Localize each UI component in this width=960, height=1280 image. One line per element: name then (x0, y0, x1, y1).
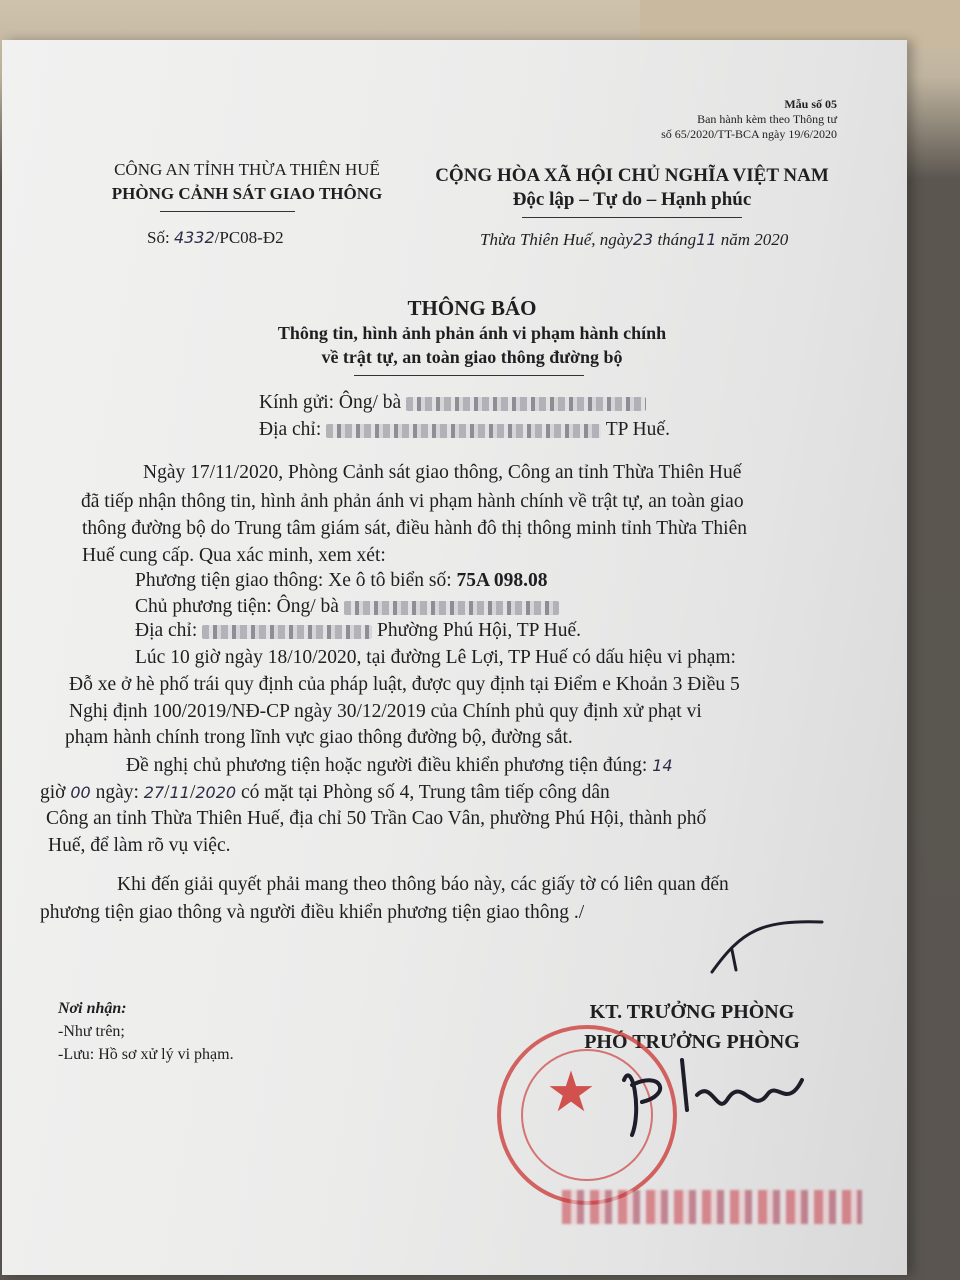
p3-line-4: Huế, để làm rõ vụ việc. (48, 835, 231, 856)
handwritten-signature (602, 1040, 862, 1160)
place-prefix: Thừa Thiên Huế, ngày (480, 230, 633, 249)
redacted-owner-name (344, 601, 559, 615)
form-circular: số 65/2020/TT-BCA ngày 19/6/2020 (661, 127, 837, 141)
initial-mark (702, 910, 832, 980)
recipient-label: Kính gửi: Ông/ bà (259, 392, 402, 413)
p4-line-1: Khi đến giải quyết phải mang theo thông báo này, các giấy tờ có liên quan đến (117, 874, 729, 895)
motto-underline (522, 217, 742, 218)
owner-address-label: Địa chỉ: (135, 620, 198, 641)
handwritten-date-month: 11 (169, 783, 190, 802)
address-label: Địa chỉ: (259, 419, 322, 440)
document-number (147, 228, 284, 248)
subtitle-underline (354, 375, 584, 376)
document-subtitle (202, 321, 742, 369)
form-number: Mẫu số 05 (784, 97, 837, 111)
handwritten-day: 23 (632, 230, 654, 249)
p1-line-1: Ngày 17/11/2020, Phòng Cảnh sát giao thông, Công an tỉnh Thừa Thiên Huế (143, 462, 742, 483)
recipients-block (58, 997, 234, 1066)
handwritten-minute: 00 (70, 783, 91, 802)
redacted-recipient-name (406, 397, 646, 411)
p2-line-2: Đỗ xe ở hè phố trái quy định của pháp luật, được quy định tại Điểm e Khoản 3 Điều 5 (69, 674, 740, 695)
owner-address-line (135, 620, 581, 642)
vehicle-label: Phương tiện giao thông: Xe ô tô biển số: (135, 570, 452, 591)
doc-no-prefix: Số: (147, 228, 170, 247)
agency-name: PHÒNG CẢNH SÁT GIAO THÔNG (111, 184, 383, 203)
document-title: THÔNG BÁO (407, 296, 537, 320)
p3-line-2: giờ 00 ngày: 27/11/2020 có mặt tại Phòng số 4, Trung tâm tiếp công dân (40, 782, 610, 803)
p3-line-3: Công an tỉnh Thừa Thiên Huế, địa chỉ 50 Trần Cao Vân, phường Phú Hội, thành phố (46, 808, 707, 829)
recipient-line (259, 392, 646, 414)
p3-line-1-text: Đề nghị chủ phương tiện hoặc người điều khiển phương tiện đúng: (126, 755, 648, 776)
recipients-label: Nơi nhận: (58, 1000, 127, 1017)
hour-label: giờ (40, 782, 66, 803)
agency-parent: CÔNG AN TỈNH THỪA THIÊN HUẾ (114, 160, 380, 179)
redacted-owner-address (202, 625, 372, 639)
p3-line-1 (126, 755, 673, 777)
p4-line-2: phương tiện giao thông và người điều khiển phương tiện giao thông ./ (40, 902, 585, 923)
recipient-address-line (259, 419, 670, 441)
handwritten-date-day: 27 (143, 783, 165, 802)
signature-title-line-1: KT. TRƯỞNG PHÒNG (589, 1001, 795, 1023)
subtitle-line-1: Thông tin, hình ảnh phản ánh vi phạm hành chính (277, 323, 667, 343)
form-issued-with: Ban hành kèm theo Thông tư (697, 112, 837, 126)
p2-line-1: Lúc 10 giờ ngày 18/10/2020, tại đường Lê Lợi, TP Huế có dấu hiệu vi phạm: (135, 647, 736, 668)
form-number-block (661, 97, 837, 142)
p1-line-4: Huế cung cấp. Qua xác minh, xem xét: (82, 545, 386, 566)
handwritten-hour: 14 (652, 756, 673, 775)
p1-line-2: đã tiếp nhận thông tin, hình ảnh phản ánh vi phạm hành chính về trật tự, an toàn giao (81, 491, 744, 512)
document-page (2, 40, 907, 1275)
license-plate: 75A 098.08 (456, 570, 548, 591)
stamp-star-icon: ★ (545, 1062, 597, 1124)
year-label: năm 2020 (720, 230, 789, 249)
handwritten-month: 11 (696, 230, 717, 249)
agency-header (82, 158, 412, 206)
country-name: CỘNG HÒA XÃ HỘI CHỦ NGHĨA VIỆT NAM (435, 165, 829, 186)
p3-line-2-tail: có mặt tại Phòng số 4, Trung tâm tiếp công dân (240, 782, 610, 803)
redacted-recipient-address (326, 424, 601, 438)
recipient-item-1: -Như trên; (58, 1023, 125, 1040)
place-date (480, 230, 788, 250)
handwritten-date-year: 2020 (195, 783, 237, 802)
p1-line-3: thông đường bộ do Trung tâm giám sát, điều hành đô thị thông minh tỉnh Thừa Thiên (82, 518, 747, 539)
month-label: tháng (657, 230, 697, 249)
recipient-item-2: -Lưu: Hồ sơ xử lý vi phạm. (58, 1046, 234, 1063)
owner-line (135, 596, 559, 618)
address-tail: TP Huế. (605, 419, 670, 440)
doc-no-suffix: /PC08-Đ2 (214, 228, 284, 247)
p2-line-3: Nghị định 100/2019/NĐ-CP ngày 30/12/2019 của Chính phủ quy định xử phạt vi (69, 701, 702, 722)
date-label: ngày: (95, 782, 139, 803)
p2-line-4: phạm hành chính trong lĩnh vực giao thông đường bộ, đường sắt. (65, 727, 573, 748)
signature-title-line-2: PHÓ TRƯỞNG PHÒNG (584, 1031, 800, 1053)
owner-label: Chủ phương tiện: Ông/ bà (135, 596, 339, 617)
subtitle-line-2: về trật tự, an toàn giao thông đường bộ (321, 347, 623, 367)
vehicle-line (135, 570, 548, 592)
doc-no-handwritten: 4332 (173, 228, 215, 247)
national-motto: Độc lập – Tự do – Hạnh phúc (512, 189, 752, 210)
redacted-signer-name (562, 1190, 862, 1224)
owner-address-tail: Phường Phú Hội, TP Huế. (377, 620, 582, 641)
national-header (427, 164, 837, 212)
agency-underline (160, 211, 295, 212)
